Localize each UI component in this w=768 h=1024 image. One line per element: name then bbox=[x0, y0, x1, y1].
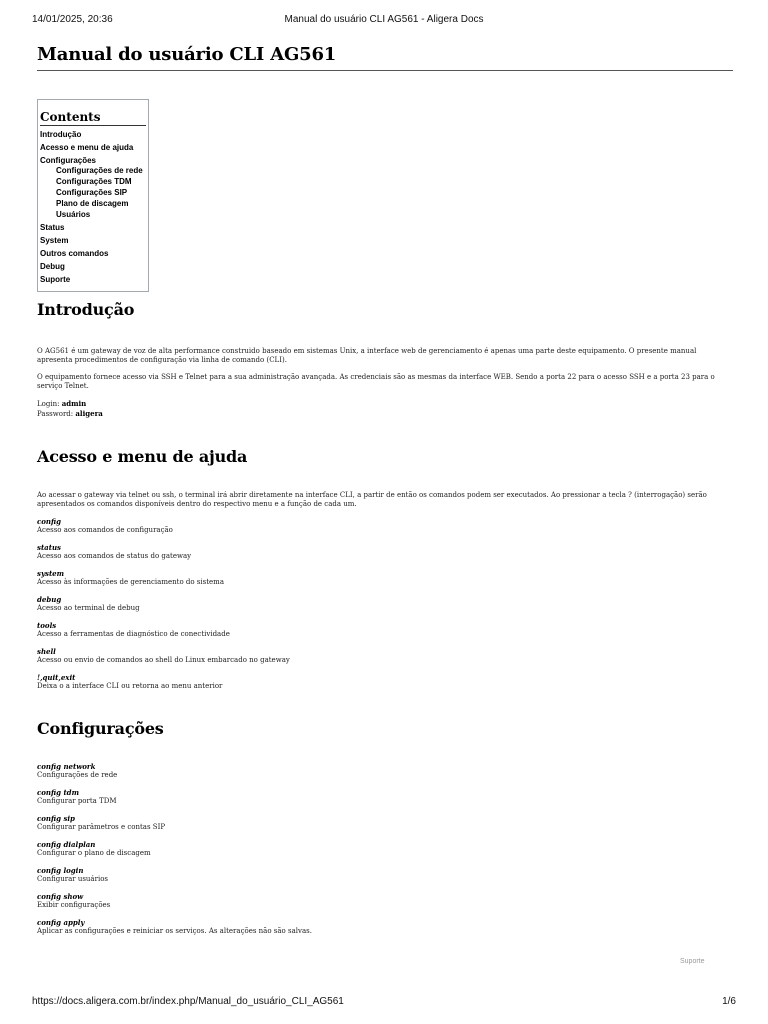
toc-subitem-tdm[interactable]: Configurações TDM bbox=[56, 177, 132, 186]
command-desc: Configurar o plano de discagem bbox=[37, 849, 151, 857]
command-desc: Configurações de rede bbox=[37, 771, 118, 779]
toc-item-configuracoes[interactable] bbox=[40, 156, 146, 219]
command-entry bbox=[37, 892, 733, 910]
command-entry bbox=[37, 595, 733, 613]
command-entry bbox=[37, 673, 733, 691]
toc-item-acesso[interactable]: Acesso e menu de ajuda bbox=[40, 143, 134, 152]
toc-subitem-usuarios[interactable]: Usuários bbox=[56, 210, 91, 219]
command-name: debug bbox=[37, 595, 62, 604]
command-name: config dialplan bbox=[37, 840, 96, 849]
page-title: Manual do usuário CLI AG561 bbox=[37, 40, 733, 71]
command-name: system bbox=[37, 569, 65, 578]
command-name: tools bbox=[37, 621, 57, 630]
command-desc: Aplicar as configurações e reiniciar os serviços. As alterações não são salvas. bbox=[37, 927, 312, 935]
intro-paragraph-2: O equipamento fornece acesso via SSH e Telnet para a sua administração avançada. As credenciais são as mesmas da interface WEB. Sendo a porta 22 para o acesso SSH e a porta 23 para o serviço Telnet. bbox=[37, 373, 715, 390]
command-entry bbox=[37, 814, 733, 832]
print-footer bbox=[32, 996, 736, 1010]
access-paragraph: Ao acessar o gateway via telnet ou ssh, o terminal irá abrir diretamente na interface CLI, a partir de então os comandos podem ser executados. Ao pressionar a tecla ? (interrogação) serão apresentados os comandos disponíveis dentro do respectivo menu e a função de cada um. bbox=[37, 491, 707, 508]
toc-list bbox=[40, 130, 146, 284]
command-desc: Acesso ou envio de comandos ao shell do Linux embarcado no gateway bbox=[37, 656, 290, 664]
toc-item-suporte[interactable]: Suporte bbox=[40, 275, 71, 284]
command-name: config tdm bbox=[37, 788, 79, 797]
toc-subitem-discagem[interactable]: Plano de discagem bbox=[56, 199, 129, 208]
section-heading-configuracoes: Configurações bbox=[37, 719, 164, 738]
command-desc: Configurar parâmetros e contas SIP bbox=[37, 823, 166, 831]
intro-paragraph-1: O AG561 é um gateway de voz de alta performance construido baseado em sistemas Unix, a interface web de gerenciamento é apenas uma parte deste equipamento. O presente manual apresenta procedimentos de configuração via linha de comando (CLI). bbox=[37, 347, 697, 364]
command-desc: Acesso aos comandos de configuração bbox=[37, 526, 173, 534]
command-entry bbox=[37, 621, 733, 639]
command-desc: Acesso às informações de gerenciamento do sistema bbox=[37, 578, 224, 586]
login-label: Login: bbox=[37, 400, 60, 408]
page-number: 1/6 bbox=[722, 996, 736, 1007]
command-entry bbox=[37, 788, 733, 806]
command-name: config sip bbox=[37, 814, 75, 823]
command-desc: Acesso a ferramentas de diagnóstico de conectividade bbox=[37, 630, 230, 638]
toc-subitem-sip[interactable]: Configurações SIP bbox=[56, 188, 128, 197]
password-value: aligera bbox=[75, 409, 103, 418]
command-name: config network bbox=[37, 762, 96, 771]
suporte-watermark: Suporte bbox=[680, 958, 705, 965]
command-desc: Configurar porta TDM bbox=[37, 797, 117, 805]
toc-item-system[interactable]: System bbox=[40, 236, 69, 245]
toc-subitem-rede[interactable]: Configurações de rede bbox=[56, 166, 143, 175]
toc-sublist bbox=[56, 166, 146, 219]
command-entry bbox=[37, 569, 733, 587]
print-header bbox=[32, 14, 736, 28]
password-line bbox=[37, 409, 733, 419]
command-entry bbox=[37, 543, 733, 561]
toc-item-outros[interactable]: Outros comandos bbox=[40, 249, 109, 258]
toc-title: Contents bbox=[40, 110, 146, 126]
command-name: config bbox=[37, 517, 62, 526]
print-doc-title: Manual do usuário CLI AG561 - Aligera Docs bbox=[284, 14, 484, 25]
command-entry bbox=[37, 647, 733, 665]
toc-item-introducao[interactable]: Introdução bbox=[40, 130, 82, 139]
command-name: config apply bbox=[37, 918, 85, 927]
table-of-contents bbox=[37, 99, 149, 292]
print-url: https://docs.aligera.com.br/index.php/Manual_do_usuário_CLI_AG561 bbox=[32, 996, 344, 1007]
command-name: config show bbox=[37, 892, 84, 901]
command-desc: Acesso ao terminal de debug bbox=[37, 604, 140, 612]
command-desc: Acesso aos comandos de status do gateway bbox=[37, 552, 192, 560]
command-entry bbox=[37, 762, 733, 780]
command-entry bbox=[37, 918, 733, 936]
command-name: status bbox=[37, 543, 61, 552]
command-entry bbox=[37, 840, 733, 858]
command-name: shell bbox=[37, 647, 56, 656]
section-heading-introducao: Introdução bbox=[37, 300, 135, 319]
command-desc: Configurar usuários bbox=[37, 875, 109, 883]
command-entry bbox=[37, 866, 733, 884]
toc-item-configuracoes-label[interactable]: Configurações bbox=[40, 156, 97, 165]
section-heading-acesso: Acesso e menu de ajuda bbox=[37, 447, 248, 466]
page-content bbox=[37, 40, 733, 944]
command-desc: Exibir configurações bbox=[37, 901, 111, 909]
password-label: Password: bbox=[37, 410, 74, 418]
command-entry bbox=[37, 517, 733, 535]
command-name: !,quit,exit bbox=[37, 673, 76, 682]
login-line bbox=[37, 399, 733, 409]
login-value: admin bbox=[61, 399, 87, 408]
command-desc: Deixa o a interface CLI ou retorna ao menu anterior bbox=[37, 682, 223, 690]
toc-item-debug[interactable]: Debug bbox=[40, 262, 65, 271]
command-name: config login bbox=[37, 866, 84, 875]
print-date: 14/01/2025, 20:36 bbox=[32, 14, 113, 25]
toc-item-status[interactable]: Status bbox=[40, 223, 65, 232]
